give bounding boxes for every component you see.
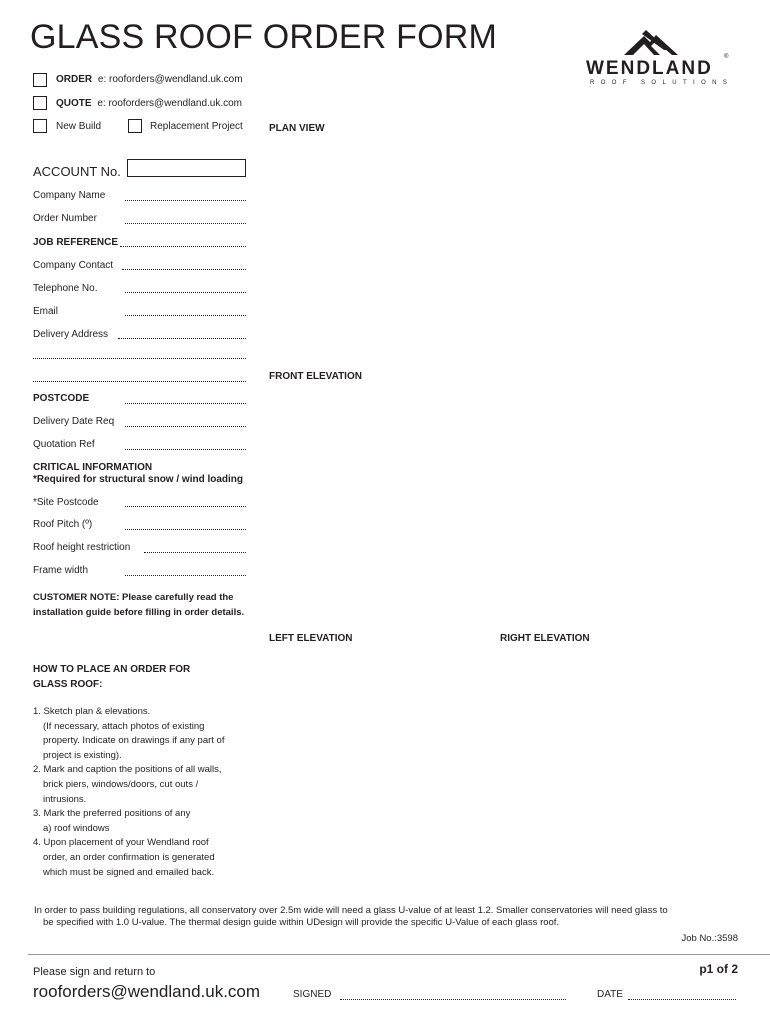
regulation-note-line2: be specified with 1.0 U-value. The thermal design guide within UDesign will provide the specific U-Value of each glass roof.: [43, 917, 560, 928]
list-item: intrusions.: [43, 793, 87, 805]
wendland-logo: [582, 30, 732, 90]
delivery-address-field-3[interactable]: [33, 381, 246, 382]
delivery-address-label: Delivery Address: [33, 329, 109, 340]
left-elevation-label: LEFT ELEVATION: [269, 633, 353, 644]
company-contact-field[interactable]: [122, 269, 246, 270]
frame-width-field[interactable]: [125, 575, 246, 576]
order-checkbox[interactable]: [33, 73, 47, 87]
company-name-field[interactable]: [125, 200, 246, 201]
quotation-ref-field[interactable]: [125, 449, 246, 450]
roof-pitch-label: Roof Pitch (º): [33, 519, 93, 530]
new-build-label: New Build: [56, 121, 102, 132]
roof-height-label: Roof height restriction: [33, 542, 131, 553]
job-number: Job No.:3598: [681, 933, 738, 944]
roof-pitch-field[interactable]: [125, 529, 246, 530]
date-label: DATE: [597, 989, 623, 1000]
logo-tagline: ROOF SOLUTIONS: [590, 80, 734, 86]
list-item: a) roof windows: [43, 822, 110, 834]
footer-email: rooforders@wendland.uk.com: [33, 982, 261, 1001]
order-number-field[interactable]: [125, 223, 246, 224]
order-number-label: Order Number: [33, 213, 97, 224]
frame-width-label: Frame width: [33, 565, 89, 576]
customer-note: CUSTOMER NOTE: Please carefully read the installation guide before filling in order details.: [33, 592, 245, 618]
front-elevation-label: FRONT ELEVATION: [269, 371, 362, 382]
order-label: ORDER: [56, 74, 93, 85]
regulation-note: [34, 905, 668, 929]
sign-return-label: Please sign and return to: [33, 966, 156, 978]
list-item: property. Indicate on drawings if any part of: [43, 735, 225, 747]
how-to-heading-line2: GLASS ROOF:: [33, 679, 103, 690]
footer-divider: [28, 954, 770, 955]
site-postcode-label: *Site Postcode: [33, 497, 99, 508]
date-field[interactable]: [628, 999, 736, 1000]
list-item: 4. Upon placement of your Wendland roof: [33, 837, 209, 849]
new-build-checkbox[interactable]: [33, 119, 47, 133]
signature-field[interactable]: [340, 999, 566, 1000]
postcode-label: POSTCODE: [33, 393, 90, 404]
list-item: 1. Sketch plan & elevations.: [33, 706, 151, 717]
list-item: which must be signed and emailed back.: [43, 866, 215, 878]
form-title: GLASS ROOF ORDER FORM: [30, 18, 498, 56]
plan-view-label: PLAN VIEW: [269, 123, 325, 134]
quote-email: e: rooforders@wendland.uk.com: [97, 98, 243, 109]
delivery-date-label: Delivery Date Req: [33, 416, 115, 427]
logo-wordmark: WENDLAND: [586, 58, 713, 79]
job-reference-field[interactable]: [120, 246, 246, 247]
order-option: [56, 74, 243, 85]
signed-label: SIGNED: [293, 989, 332, 1000]
telephone-label: Telephone No.: [33, 283, 98, 294]
account-number-label: ACCOUNT No.: [33, 164, 121, 179]
page-number: p1 of 2: [699, 962, 738, 976]
critical-info-heading: CRITICAL INFORMATION: [33, 462, 153, 473]
list-item: 3. Mark the preferred positions of any: [33, 808, 191, 820]
logo-registered-mark: ®: [724, 54, 729, 60]
roof-mountain-icon: [622, 30, 690, 56]
company-name-label: Company Name: [33, 190, 106, 201]
quote-option: [56, 98, 242, 109]
account-number-field[interactable]: [127, 159, 246, 177]
list-item: order, an order confirmation is generated: [43, 851, 215, 863]
list-item: 2. Mark and caption the positions of all walls,: [33, 764, 222, 776]
critical-info-subheading: *Required for structural snow / wind loading: [33, 474, 244, 485]
quote-label: QUOTE: [56, 98, 92, 109]
roof-height-field[interactable]: [144, 552, 246, 553]
postcode-field[interactable]: [125, 403, 246, 404]
replacement-project-label: Replacement Project: [150, 121, 243, 132]
how-to-heading-line1: HOW TO PLACE AN ORDER FOR: [33, 664, 191, 675]
email-label: Email: [33, 306, 59, 317]
quote-checkbox[interactable]: [33, 96, 47, 110]
email-field[interactable]: [125, 315, 246, 316]
list-item: brick piers, windows/doors, cut outs /: [43, 778, 199, 790]
how-to-steps: [33, 705, 258, 880]
telephone-field[interactable]: [125, 292, 246, 293]
site-postcode-field[interactable]: [125, 506, 246, 507]
order-email: e: rooforders@wendland.uk.com: [97, 74, 243, 85]
company-contact-label: Company Contact: [33, 260, 114, 271]
regulation-note-line1: In order to pass building regulations, all conservatory over 2.5m wide will need a glass U-value of at least 1.2. Smaller conservatories will need glass to: [34, 905, 668, 916]
delivery-address-field-1[interactable]: [118, 338, 246, 339]
right-elevation-label: RIGHT ELEVATION: [500, 633, 590, 644]
delivery-address-field-2[interactable]: [33, 358, 246, 359]
job-reference-label: JOB REFERENCE: [33, 237, 119, 248]
list-item: project is existing).: [43, 749, 122, 761]
replacement-project-checkbox[interactable]: [128, 119, 142, 133]
delivery-date-field[interactable]: [125, 426, 246, 427]
list-item: (If necessary, attach photos of existing: [43, 720, 205, 732]
quotation-ref-label: Quotation Ref: [33, 439, 95, 450]
